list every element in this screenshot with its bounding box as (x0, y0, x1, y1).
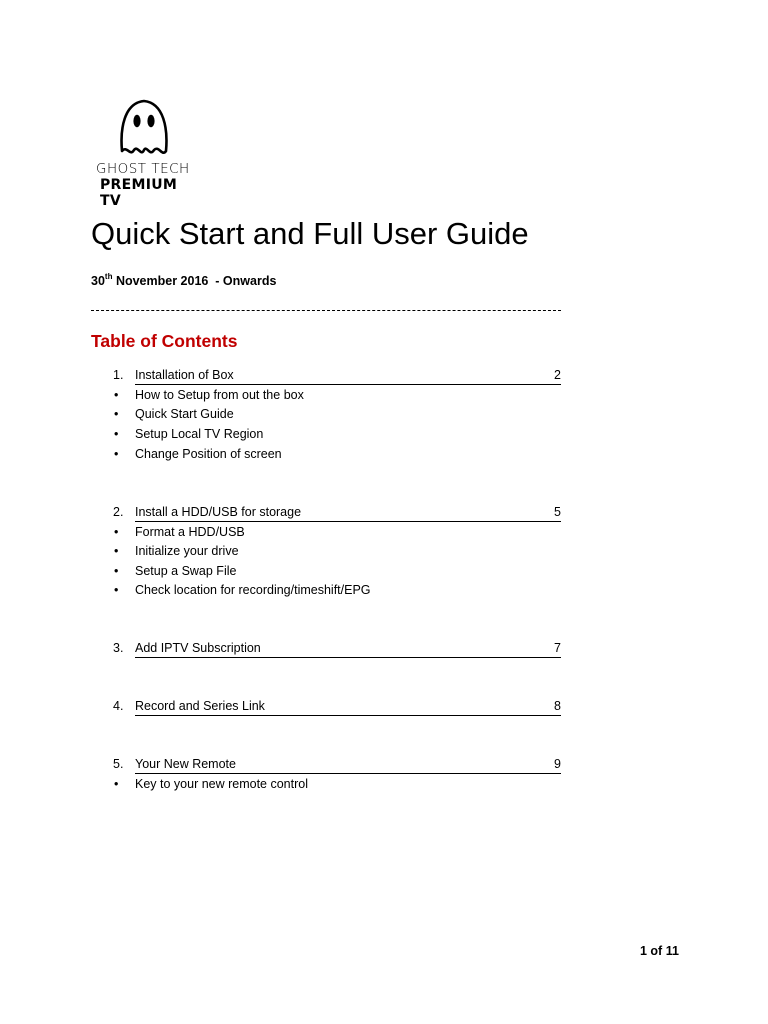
date-day: 30 (91, 274, 105, 289)
bullet-icon: • (114, 407, 119, 421)
toc-heading: Table of Contents (91, 331, 238, 351)
toc-entry-link[interactable] (135, 505, 561, 522)
toc-subitem-label: Format a HDD/USB (135, 525, 245, 539)
toc-entry-page: 5 (554, 505, 561, 519)
bullet-icon: • (114, 447, 119, 461)
toc-entry-link[interactable] (135, 368, 561, 385)
bullet-icon: • (114, 544, 119, 558)
logo-text-ghost-tech: GHOST TECH (96, 161, 190, 177)
toc-entry-label[interactable]: Installation of Box (135, 368, 234, 382)
toc-subitem-label: Setup Local TV Region (135, 427, 264, 441)
toc-entry-number: 5. (113, 757, 124, 771)
bullet-icon: • (114, 777, 119, 791)
toc-subitem-label: Check location for recording/timeshift/EPG (135, 583, 371, 597)
brand-logo (96, 95, 196, 209)
page-number: 1 of 11 (640, 944, 679, 958)
date-suffix: th (104, 272, 113, 281)
toc-entry-number: 3. (113, 641, 124, 655)
document-title: Quick Start and Full User Guide (91, 216, 529, 251)
bullet-icon: • (114, 564, 119, 578)
toc-entry-page: 8 (554, 699, 561, 713)
bullet-icon: • (114, 388, 119, 402)
toc-subitem-label: Initialize your drive (135, 544, 239, 558)
toc-entry-page: 9 (554, 757, 561, 771)
toc-entry-label[interactable]: Install a HDD/USB for storage (135, 505, 302, 519)
dashed-divider (91, 310, 561, 311)
toc-entry-number: 1. (113, 368, 124, 382)
logo-text-premium-tv: PREMIUM TV (100, 177, 178, 209)
toc-entry-label[interactable]: Your New Remote (135, 757, 236, 771)
toc-subitem-label: Change Position of screen (135, 447, 282, 461)
toc-entry-link[interactable] (135, 699, 561, 716)
toc-entry-page: 7 (554, 641, 561, 655)
bullet-icon: • (114, 583, 119, 597)
ghost-icon (116, 95, 172, 159)
toc-entry-number: 2. (113, 505, 124, 519)
toc-entry-number: 4. (113, 699, 124, 713)
toc-subitem-label: Key to your new remote control (135, 777, 308, 791)
bullet-icon: • (114, 427, 119, 441)
toc-entry-link[interactable] (135, 641, 561, 658)
toc-entry-label[interactable]: Record and Series Link (135, 699, 265, 713)
date-rest: November 2016 - Onwards (112, 274, 277, 289)
bullet-icon: • (114, 525, 119, 539)
document-date (91, 273, 276, 288)
toc-subitem-label: Setup a Swap File (135, 564, 237, 578)
toc-entry-link[interactable] (135, 757, 561, 774)
toc-entry-label[interactable]: Add IPTV Subscription (135, 641, 261, 655)
toc-entry-page: 2 (554, 368, 561, 382)
toc-subitem-label: How to Setup from out the box (135, 388, 304, 402)
toc-subitem-label: Quick Start Guide (135, 407, 234, 421)
